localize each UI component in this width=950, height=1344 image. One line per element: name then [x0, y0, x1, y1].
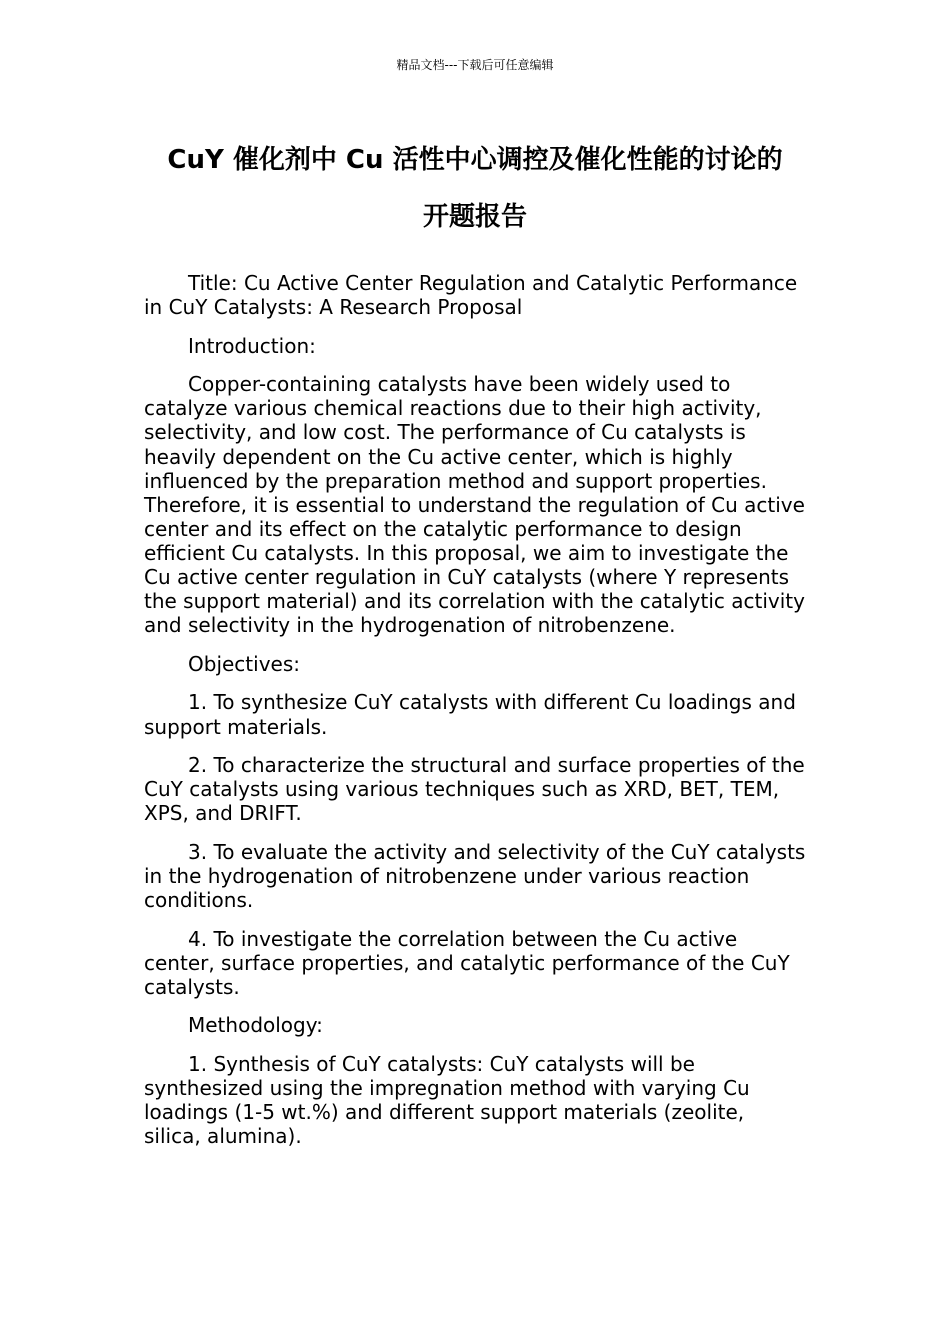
paragraph-title: Title: Cu Active Center Regulation and Catalytic Performance in CuY Catalysts: A Research Proposal: [144, 271, 798, 320]
objective-item: 1. To synthesize CuY catalysts with different Cu loadings and support materials.: [144, 690, 796, 739]
objective-item: 4. To investigate the correlation between the Cu active center, surface properties, and catalytic performance of the CuY catalysts.: [144, 926, 790, 999]
paragraph-introduction: Copper-containing catalysts have been widely used to catalyze various chemical reactions due to their high activity, selectivity, and low cost. The performance of Cu catalysts is heavily dependent on the Cu active center, which is highly influenced by the preparation method and support properties. Therefore, it is essential to understand the regulation of Cu active center and its effect on the catalytic performance to design efficient Cu catalysts. In this proposal, we aim to investigate the Cu active center regulation in CuY catalysts (where Y represents the support material) and its correlation with the catalytic activity and selectivity in the hydrogenation of nitrobenzene.: [144, 372, 805, 638]
heading-objectives: Objectives:: [188, 651, 300, 676]
objective-item: 3. To evaluate the activity and selectivity of the CuY catalysts in the hydrogenation of nitrobenzene under various reaction conditions.: [144, 839, 806, 913]
document-title: [140, 132, 810, 246]
title-line-1: CuY 催化剂中 Cu 活性中心调控及催化性能的讨论的: [167, 145, 783, 175]
heading-introduction: Introduction:: [188, 333, 316, 358]
heading-methodology: Methodology:: [188, 1013, 323, 1038]
document-body: [144, 271, 806, 1163]
objective-item: 2. To characterize the structural and surface properties of the CuY catalysts using various techniques such as XRD, BET, TEM, XPS, and DRIFT.: [144, 753, 805, 826]
title-line-2: 开题报告: [422, 202, 527, 232]
methodology-item: 1. Synthesis of CuY catalysts: CuY catalysts will be synthesized using the impregnation method with varying Cu loadings (1-5 wt.%) and different support materials (zeolite, silica, alumina).: [144, 1052, 750, 1149]
header-note: 精品文档---下载后可任意编辑: [396, 58, 554, 72]
